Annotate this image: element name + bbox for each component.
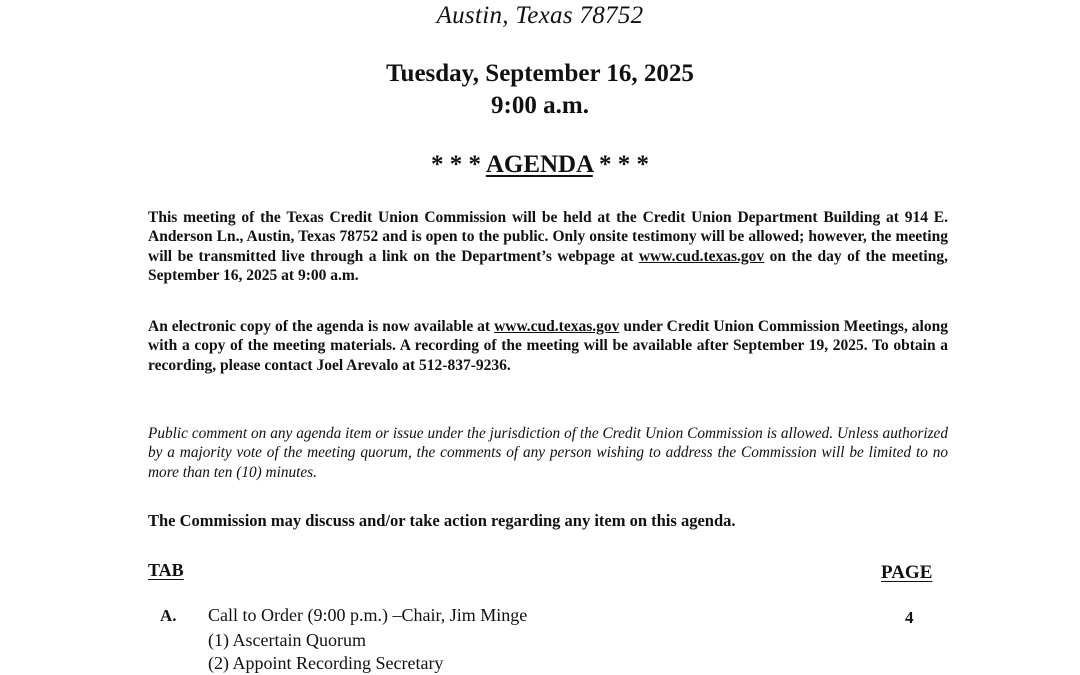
paragraph-text: This meeting of the Texas Credit Union Commission will be held at the Credit Union Department Building at 914 E. Anderson Ln., Austin, Texas 78752 and is open to the public. Only onsite testimony will be allowed; however, the meeting will be transmitted live through a link on the Department’s webpage at [148, 209, 948, 265]
agenda-title [0, 151, 1080, 179]
agenda-subitem: (1) Ascertain Quorum [208, 630, 366, 650]
agenda-word: AGENDA [485, 151, 593, 178]
meeting-date: Tuesday, September 16, 2025 [386, 60, 694, 87]
public-comment-paragraph: Public comment on any agenda item or issue under the jurisdiction of the Credit Union Commission is allowed. Unless authorized by a majority vote of the meeting quorum, the comments of any person wishing to address the Commission will be limited to no more than ten (10) minutes. [148, 425, 948, 481]
paragraph-text: An electronic copy of the agenda is now available at [148, 318, 495, 335]
agenda-availability-paragraph [148, 317, 948, 375]
meeting-location-paragraph [148, 208, 948, 286]
meeting-time: 9:00 a.m. [491, 92, 589, 119]
paragraph-text: under Credit Union Commission Meetings, along with a copy of the meeting materials. A recording of the meeting will be available after September 19, 2025. To obtain a recording, please contact Joel Arevalo at 512-837-9236. [148, 318, 948, 374]
agenda-item-title: Call to Order (9:00 p.m.) –Chair, Jim Minge [208, 605, 528, 625]
tab-column-header: TAB [148, 560, 184, 580]
agenda-item-page: 4 [905, 608, 914, 627]
agenda-subitem: (2) Appoint Recording Secretary [208, 653, 444, 673]
paragraph-text: on the day of the meeting, September 16, 2025 at 9:00 a.m. [148, 247, 948, 285]
website-link[interactable]: www.cud.texas.gov [638, 247, 765, 265]
agenda-stars-right: * * * [592, 151, 650, 178]
page-column-header: PAGE [881, 562, 933, 583]
agenda-item-letter: A. [160, 606, 177, 625]
website-link[interactable]: www.cud.texas.gov [494, 318, 620, 335]
agenda-stars-left: * * * [430, 151, 486, 178]
city-line: Austin, Texas 78752 [436, 2, 644, 29]
commission-action-paragraph: The Commission may discuss and/or take action regarding any item on this agenda. [148, 511, 736, 530]
